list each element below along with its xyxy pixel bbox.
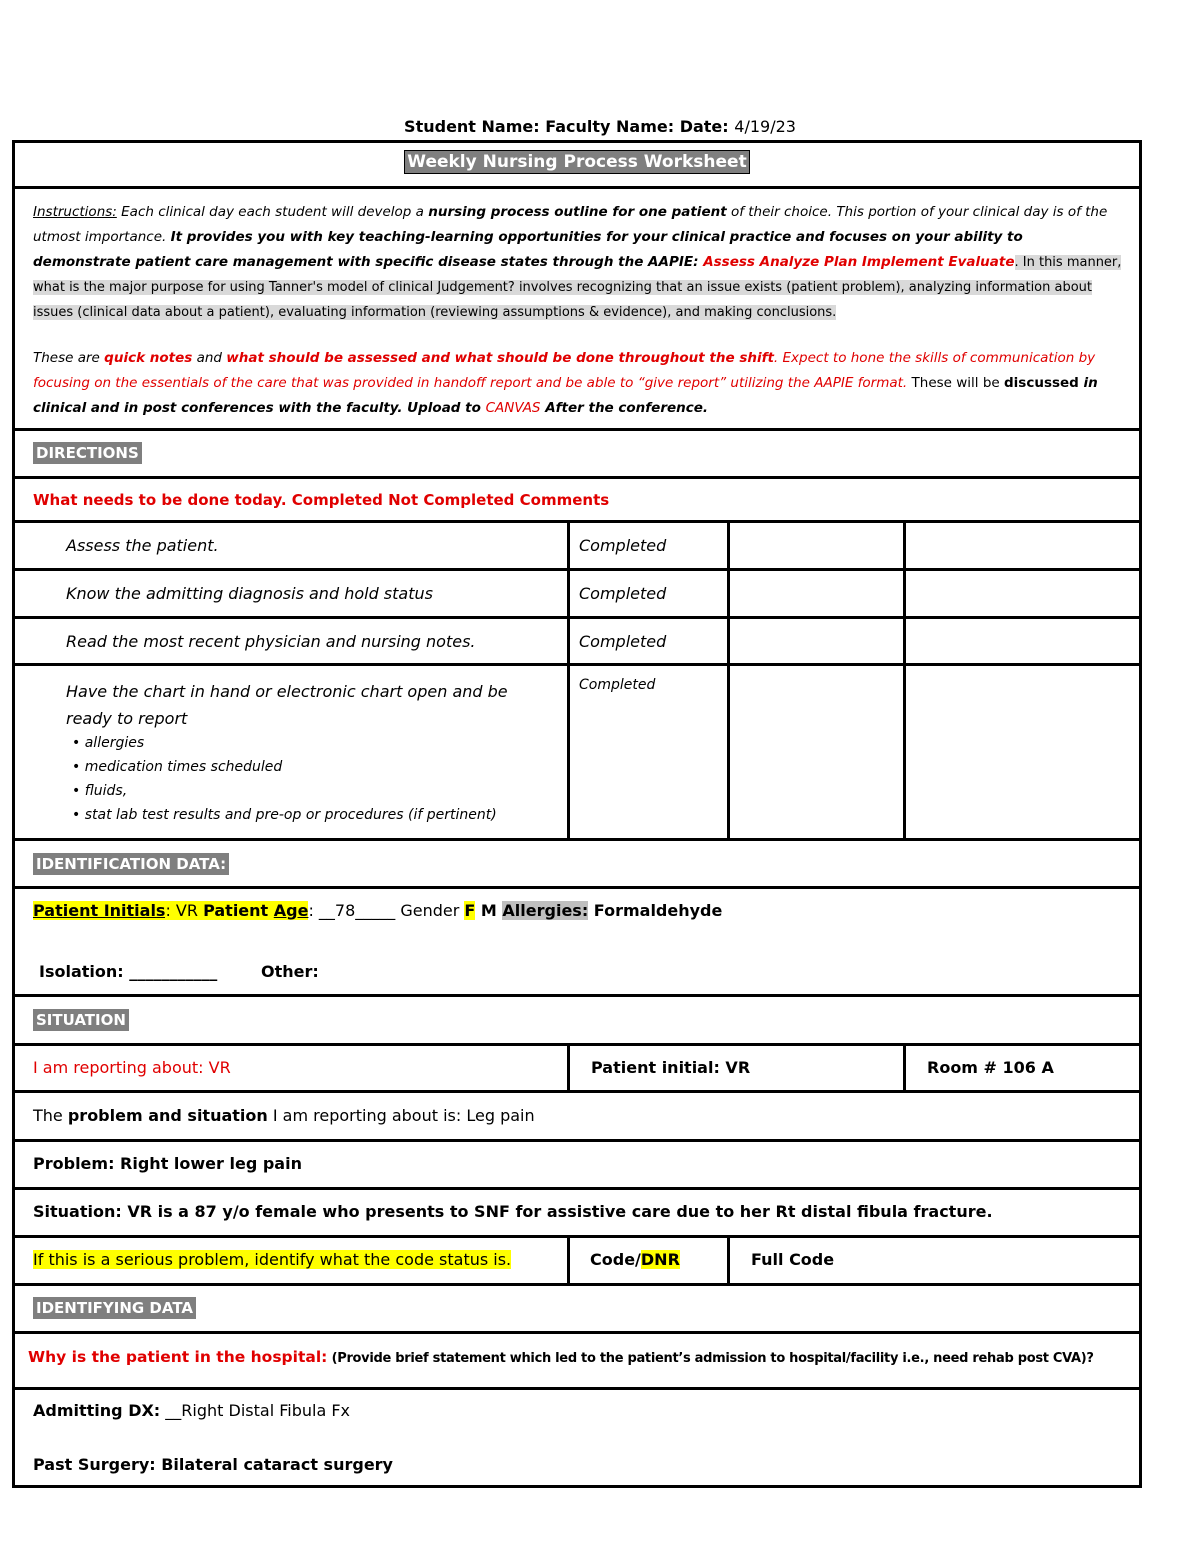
directions-section xyxy=(33,443,142,462)
age-label: Patient Age xyxy=(203,901,309,920)
divider xyxy=(12,1139,1142,1142)
gender-f: F xyxy=(464,901,476,920)
faculty-name-label: Faculty Name: xyxy=(545,117,675,136)
gender-m: M xyxy=(475,901,503,920)
instructions-text: . Upload to xyxy=(397,400,486,416)
list-item: • allergies xyxy=(72,731,497,755)
age-value: : __78_____ xyxy=(308,901,401,920)
problem-text: Problem: Right lower leg pain xyxy=(33,1154,302,1173)
column-divider xyxy=(567,1235,570,1285)
divider xyxy=(12,1090,1142,1093)
instructions-block xyxy=(33,200,1123,421)
task-assess-status: Completed xyxy=(579,536,667,555)
column-divider xyxy=(903,1043,906,1092)
divider xyxy=(12,1187,1142,1190)
task-diagnosis-status: Completed xyxy=(579,584,667,603)
instructions-text: what should be assessed and what should be done throughout the shift xyxy=(226,350,774,366)
situation-section xyxy=(33,1010,129,1029)
instructions-text: Each clinical day each student will develop a xyxy=(116,204,429,220)
list-item: • stat lab test results and pre-op or procedures (if pertinent) xyxy=(72,803,497,827)
column-divider xyxy=(567,520,570,840)
identification-section xyxy=(33,854,229,873)
instructions-text: These will be xyxy=(907,375,1004,391)
directions-label: DIRECTIONS xyxy=(33,442,142,464)
task-assess: Assess the patient. xyxy=(66,536,219,555)
tanner-text: . In this manner, what is the major purpose for using Tanner's model of clinical Judgement? involves recognizing that an issue exists (patient problem), analyzing information about issues (clinical data about a patient), evaluating information (reviewing assumptions & evidence), and making conclusions. xyxy=(33,255,1122,320)
task-notes-status: Completed xyxy=(579,632,667,651)
date-label: Date: xyxy=(679,117,729,136)
list-item: • fluids, xyxy=(72,779,497,803)
list-item: • medication times scheduled xyxy=(72,755,497,779)
gender-label: Gender xyxy=(400,901,465,920)
why-prompt: (Provide brief statement which led to the patient’s admission to hospital/facility i.e., need rehab post CVA)? xyxy=(327,1351,1094,1366)
divider xyxy=(12,186,1142,189)
instructions-text: of their choice. This portion of your clinical day is of the utmost importance. xyxy=(33,204,1108,245)
code-question: If this is a serious problem, identify what the code status is. xyxy=(33,1250,512,1269)
identification-label: IDENTIFICATION DATA: xyxy=(33,853,229,875)
problem-situation-line: The problem and situation I am reporting about is: Leg pain xyxy=(33,1106,535,1125)
instructions-text: nursing process outline for one patient xyxy=(428,204,727,220)
todo-header: What needs to be done today. Completed Not Completed Comments xyxy=(33,491,610,509)
instructions-paragraph-1 xyxy=(33,200,1123,325)
divider xyxy=(12,663,1142,666)
patient-initial: Patient initial: VR xyxy=(591,1058,751,1077)
why-hospital-line xyxy=(28,1347,1138,1366)
student-name-label: Student Name: xyxy=(404,117,540,136)
column-divider xyxy=(567,1043,570,1092)
task-notes: Read the most recent physician and nursing notes. xyxy=(66,632,476,651)
other-label: Other: xyxy=(261,962,319,981)
worksheet-title: Weekly Nursing Process Worksheet xyxy=(404,150,749,174)
instructions-text: These are xyxy=(33,350,105,366)
instructions-text: quick notes xyxy=(104,350,193,366)
situation-label: SITUATION xyxy=(33,1009,129,1031)
instructions-paragraph-2 xyxy=(33,346,1123,421)
divider xyxy=(12,568,1142,571)
identifying-label: IDENTIFYING DATA xyxy=(33,1297,196,1319)
allergies-value: Formaldehyde xyxy=(588,901,723,920)
report-items-list xyxy=(72,731,497,827)
divider xyxy=(12,1387,1142,1390)
column-divider xyxy=(727,520,730,840)
instructions-text: After the conference. xyxy=(540,400,709,416)
divider xyxy=(12,428,1142,431)
column-divider xyxy=(727,1235,730,1285)
code-label: Code/DNR xyxy=(590,1250,680,1269)
admitting-dx-line: Admitting DX: __Right Distal Fibula Fx xyxy=(33,1401,351,1420)
instructions-text: . Expect to hone the skills of communication by focusing on the essentials of the care that was provided in handoff report and be able to “give report” utilizing the AAPIE format. xyxy=(33,350,1096,391)
instructions-label: Instructions: xyxy=(33,204,117,220)
column-divider xyxy=(903,520,906,840)
divider xyxy=(12,616,1142,619)
why-label: Why is the patient in the hospital: xyxy=(28,1348,328,1366)
room-number: Room # 106 A xyxy=(927,1058,1054,1077)
divider xyxy=(12,1235,1142,1238)
divider xyxy=(12,476,1142,479)
date-value: 4/19/23 xyxy=(734,117,796,136)
divider xyxy=(12,838,1142,841)
initials-value: : VR xyxy=(165,901,204,920)
patient-info-line xyxy=(33,901,722,920)
instructions-text: and xyxy=(192,350,227,366)
title-row xyxy=(0,152,1154,172)
instructions-text: clinical and in post conferences with the faculty xyxy=(33,400,398,416)
situation-text: Situation: VR is a 87 y/o female who presents to SNF for assistive care due to her Rt distal fibula fracture. xyxy=(33,1202,993,1221)
past-surgery: Past Surgery: Bilateral cataract surgery xyxy=(33,1455,393,1474)
identifying-section xyxy=(33,1298,196,1317)
allergies-label: Allergies: xyxy=(502,901,589,920)
aapie-text: Assess Analyze Plan Implement Evaluate xyxy=(703,254,1015,270)
divider xyxy=(12,1043,1142,1046)
code-value: Full Code xyxy=(751,1250,835,1269)
task-chart-status: Completed xyxy=(579,677,656,693)
initials-label: Patient Initials xyxy=(33,901,166,920)
task-diagnosis: Know the admitting diagnosis and hold status xyxy=(66,584,433,603)
header-line xyxy=(0,117,1200,136)
reporting-about: I am reporting about: VR xyxy=(33,1058,231,1077)
divider xyxy=(12,520,1142,523)
task-chart: Have the chart in hand or electronic chart open and be ready to report xyxy=(66,682,508,728)
canvas-text: CANVAS xyxy=(485,400,541,416)
divider xyxy=(12,1283,1142,1286)
instructions-text: discussed xyxy=(1004,375,1079,391)
isolation-label: Isolation: ___________ xyxy=(39,962,218,981)
instructions-text: in xyxy=(1078,375,1098,391)
divider xyxy=(12,994,1142,997)
divider xyxy=(12,1331,1142,1334)
divider xyxy=(12,886,1142,889)
instructions-text: It provides you with key teaching-learning opportunities for your clinical practice and focuses on your ability to demonstrate patient care management with specific disease states through the AAPIE: xyxy=(33,229,1023,270)
